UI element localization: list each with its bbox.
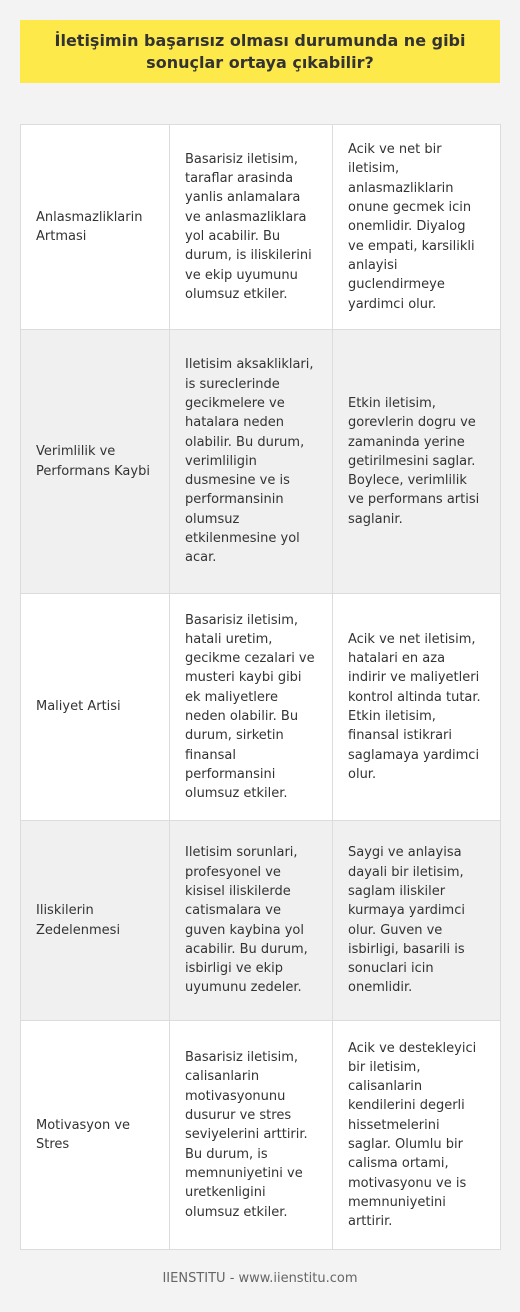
- footer-credit: IIENSTITU - www.iienstitu.com: [162, 1271, 358, 1286]
- title-banner: [20, 20, 500, 83]
- table-row: [21, 125, 501, 330]
- effect-cell: Iletisim aksakliklari, is sureclerinde gecikmelere ve hatalara neden olabilir. Bu durum, verimliligin dusmesine ve is performansinin olumsuz etkilenmesine yol acar.: [170, 330, 333, 594]
- table-row: [21, 1021, 501, 1250]
- effect-cell: Iletisim sorunlari, profesyonel ve kisisel iliskilerde catismalara ve guven kaybina yol acabilir. Bu durum, isbirligi ve ekip uyumunu zedeler.: [170, 821, 333, 1021]
- topic-cell: Iliskilerin Zedelenmesi: [21, 821, 170, 1021]
- topic-cell: Anlasmazliklarin Artmasi: [21, 125, 170, 330]
- solution-cell: Saygi ve anlayisa dayali bir iletisim, saglam iliskiler kurmaya yardimci olur. Guven ve isbirligi, basarili is sonuclari icin onemlidir.: [333, 821, 501, 1021]
- solution-cell: Acik ve net bir iletisim, anlasmazliklarin onune gecmek icin onemlidir. Diyalog ve empati, karsilikli anlayisi guclendirmeye yardimci olur.: [333, 125, 501, 330]
- page-title: İletişimin başarısız olması durumunda ne gibi sonuçlar ortaya çıkabilir?: [54, 30, 466, 72]
- effect-cell: Basarisiz iletisim, hatali uretim, gecikme cezalari ve musteri kaybi gibi ek maliyetlere neden olabilir. Bu durum, sirketin finansal performansini olumsuz etkiler.: [170, 594, 333, 821]
- solution-cell: Etkin iletisim, gorevlerin dogru ve zamaninda yerine getirilmesini saglar. Boylece, verimlilik ve performans artisi saglanir.: [333, 330, 501, 594]
- topic-cell: Motivasyon ve Stres: [21, 1021, 170, 1250]
- topic-cell: Maliyet Artisi: [21, 594, 170, 821]
- consequences-table: [20, 124, 501, 1250]
- table-row: [21, 330, 501, 594]
- effect-cell: Basarisiz iletisim, calisanlarin motivasyonunu dusurur ve stres seviyelerini arttirir. Bu durum, is memnuniyetini ve uretkenligini olumsuz etkiler.: [170, 1021, 333, 1250]
- table-row: [21, 594, 501, 821]
- solution-cell: Acik ve net iletisim, hatalari en aza indirir ve maliyetleri kontrol altinda tutar. Etkin iletisim, finansal istikrari saglamaya yardimci olur.: [333, 594, 501, 821]
- topic-cell: Verimlilik ve Performans Kaybi: [21, 330, 170, 594]
- effect-cell: Basarisiz iletisim, taraflar arasinda yanlis anlamalara ve anlasmazliklara yol acabilir. Bu durum, is iliskilerini ve ekip uyumunu olumsuz etkiler.: [170, 125, 333, 330]
- solution-cell: Acik ve destekleyici bir iletisim, calisanlarin kendilerini degerli hissetmelerini saglar. Olumlu bir calisma ortami, motivasyonu ve is memnuniyetini arttirir.: [333, 1021, 501, 1250]
- table-row: [21, 821, 501, 1021]
